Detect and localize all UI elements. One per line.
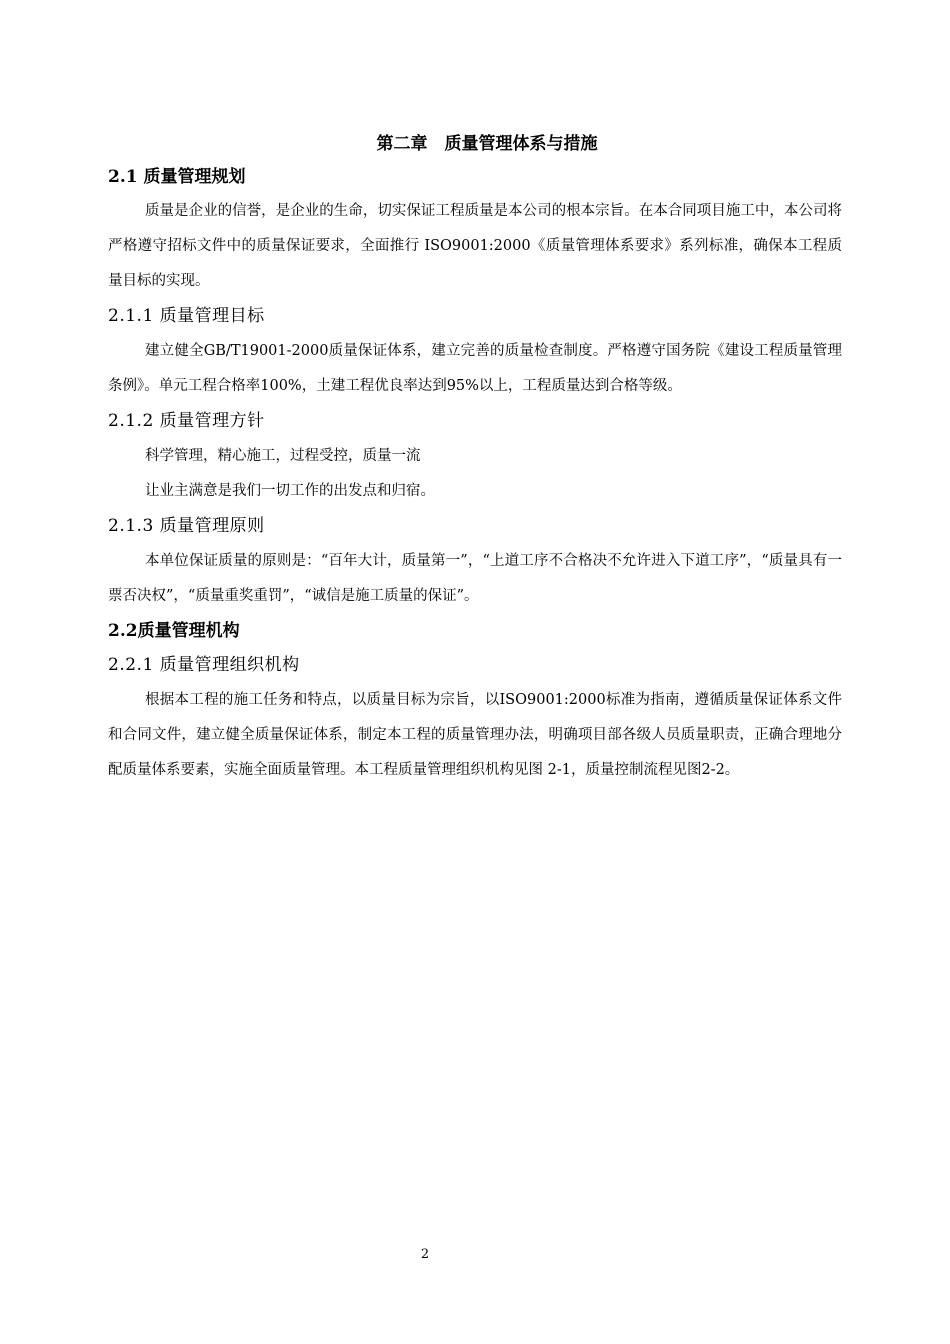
- section-heading-2-2: 2.2质量管理机构: [108, 621, 240, 641]
- paragraph-2-1-2-line2: 让业主满意是我们一切工作的出发点和归宿。: [145, 483, 435, 499]
- paragraph-2-1-2-line1: 科学管理，精心施工，过程受控，质量一流: [145, 448, 421, 464]
- paragraph-2-1: 质量是企业的信誉，是企业的生命，切实保证工程质量是本公司的根本宗旨。在本合同项目施工中，本公司将严格遵守招标文件中的质量保证要求，全面推行 ISO9001:2000《质量管理体系要求》系列标准，确保本工程质量目标的实现。: [108, 203, 842, 289]
- paragraph-2-1-1: 建立健全GB/T19001-2000质量保证体系，建立完善的质量检查制度。严格遵守国务院《建设工程质量管理条例》。单元工程合格率100%，土建工程优良率达到95%以上，工程质量达到合格等级。: [108, 343, 842, 394]
- paragraph-2-1-3: 本单位保证质量的原则是：“百年大计，质量第一”，“上道工序不合格决不允许进入下道工序”，“质量具有一票否决权”，“质量重奖重罚”，“诚信是施工质量的保证”。: [108, 553, 842, 604]
- page-number: 2: [420, 1247, 430, 1262]
- section-heading-2-1-1: 2.1.1 质量管理目标: [108, 306, 265, 326]
- page-content: [108, 128, 842, 788]
- section-heading-2-1-3: 2.1.3 质量管理原则: [108, 516, 265, 536]
- chapter-title: 第二章 质量管理体系与措施: [376, 134, 598, 154]
- paragraph-2-2-1: 根据本工程的施工任务和特点，以质量目标为宗旨，以ISO9001:2000标准为指南，遵循质量保证体系文件和合同文件，建立健全质量保证体系，制定本工程的质量管理办法，明确项目部各级人员质量职责，正确合理地分配质量体系要素，实施全面质量管理。本工程质量管理组织机构见图 2-1，质量控制流程见图2-2。: [108, 692, 842, 778]
- section-heading-2-1-2: 2.1.2 质量管理方针: [108, 411, 265, 431]
- section-heading-2-2-1: 2.2.1 质量管理组织机构: [108, 655, 300, 675]
- section-heading-2-1: 2.1 质量管理规划: [108, 167, 246, 187]
